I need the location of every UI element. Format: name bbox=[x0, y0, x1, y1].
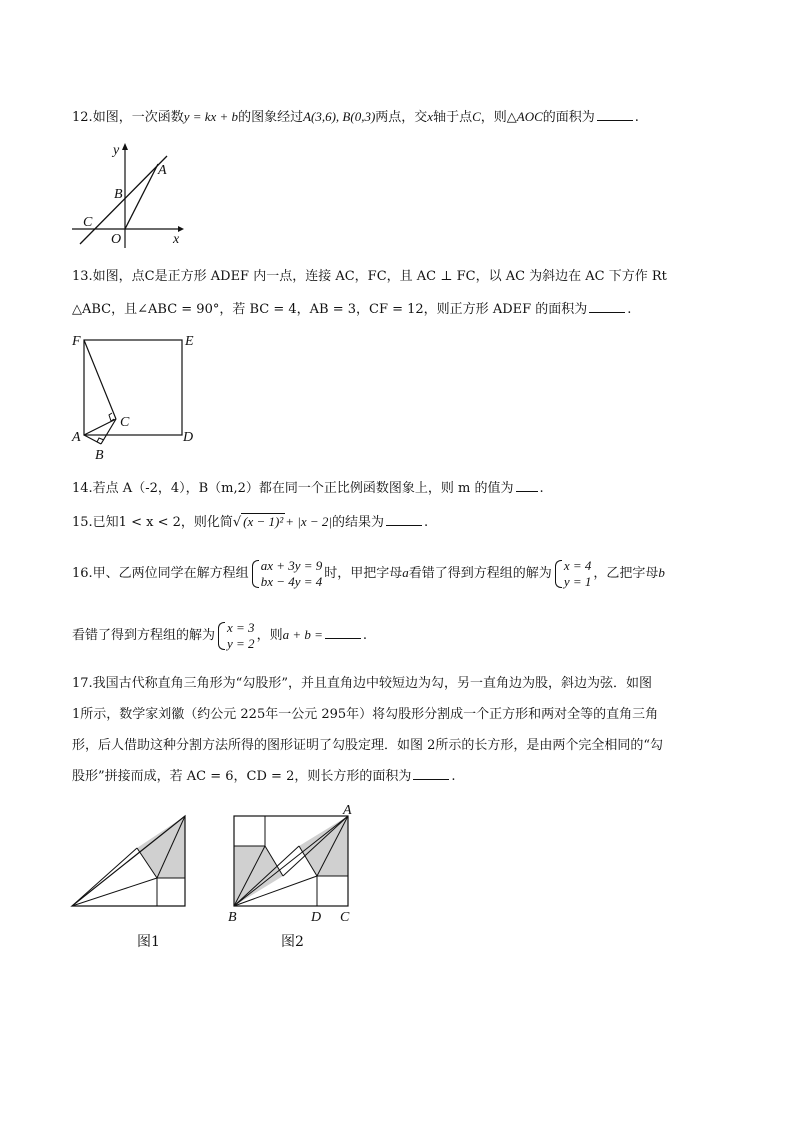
q16-end: . bbox=[362, 628, 368, 643]
q12-line bbox=[72, 108, 639, 127]
q13-label-a: A bbox=[72, 430, 81, 445]
fig2-label-a: A bbox=[343, 803, 352, 818]
q17-answer-blank bbox=[413, 767, 449, 780]
q17-end: . bbox=[451, 769, 456, 784]
q15-line bbox=[72, 513, 428, 532]
q16-solution-2 bbox=[217, 620, 255, 652]
q16-text-5: 看错了得到方程组的解为 bbox=[72, 628, 216, 643]
q16-system bbox=[251, 558, 323, 590]
q12-text-6: 的面积为 bbox=[542, 110, 595, 125]
fig1-line-b-corner bbox=[72, 878, 157, 906]
q14-text: 14.若点 A（-2，4），B（m,2）都在同一个正比例函数图象上，则 m 的值为 bbox=[72, 481, 514, 496]
q13-label-e: E bbox=[185, 334, 194, 349]
q15-radicand: (x − 1)² bbox=[243, 514, 284, 529]
q17-line-4 bbox=[72, 767, 455, 786]
q16-sol2-x: x = 3 bbox=[227, 619, 255, 635]
q17-figure-2 bbox=[224, 802, 364, 926]
q12-label-o: O bbox=[111, 232, 122, 247]
q15-text-1: 15.已知1 < x < 2，则化简 bbox=[72, 515, 233, 530]
fig1-line-b-side bbox=[72, 848, 137, 906]
q12-y-arrow bbox=[122, 143, 128, 150]
fig2-label-c: C bbox=[340, 910, 350, 925]
q16-text-3: 看错了得到方程组的解为 bbox=[408, 566, 552, 581]
q16-letter-a: a bbox=[402, 565, 409, 580]
q12-xaxis: x bbox=[427, 109, 434, 124]
q16-text-6: ，则 bbox=[256, 628, 283, 643]
q13-end: . bbox=[627, 302, 632, 317]
q12-text-2: 的图象经过 bbox=[238, 110, 304, 125]
q16-sol2-y: y = 2 bbox=[227, 635, 255, 651]
q15-end: . bbox=[424, 515, 429, 530]
q15-text-2: 的结果为 bbox=[332, 515, 385, 530]
q13-figure bbox=[68, 328, 208, 466]
q13-line-1 bbox=[72, 268, 667, 286]
q17-text-3: 形，后人借助这种分割方法所得的图形证明了勾股定理．如图 2所示的长方形，是由两个完全相同的“勾 bbox=[72, 738, 664, 753]
q13-right-angle-c bbox=[109, 413, 114, 421]
q13-label-d: D bbox=[183, 430, 194, 445]
q16-eq-2: bx − 4y = 4 bbox=[260, 573, 323, 589]
q12-equation: y = kx + b bbox=[183, 109, 239, 124]
q13-segment-fc bbox=[84, 340, 116, 419]
q17-line-1 bbox=[72, 675, 652, 693]
q12-end: . bbox=[634, 110, 639, 125]
q12-answer-blank bbox=[597, 108, 633, 121]
q17-text-1: 17.我国古代称直角三角形为“勾股形”，并且直角边中较短边为勾，另一直角边为股，斜边为弦．如图 bbox=[72, 676, 652, 691]
q17-line-2 bbox=[72, 706, 658, 724]
q12-text-4: 轴于点 bbox=[433, 110, 473, 125]
q14-line bbox=[72, 479, 544, 498]
q13-text-1: 13.如图，点C是正方形 ADEF 内一点，连接 AC，FC，且 AC ⊥ FC，以 AC 为斜边在 AC 下方作 Rt bbox=[72, 269, 667, 284]
q13-label-c: C bbox=[120, 415, 130, 430]
q16-text-2: 时，甲把字母 bbox=[324, 566, 403, 581]
q17-figure-1-caption: 图1 bbox=[137, 934, 160, 950]
q14-end: . bbox=[539, 481, 544, 496]
q12-point-c: C bbox=[472, 109, 481, 124]
q15-abs: + |x − 2| bbox=[285, 514, 332, 529]
q15-answer-blank bbox=[386, 513, 422, 526]
q16-text-4: ，乙把字母 bbox=[593, 566, 659, 581]
q12-figure bbox=[66, 140, 196, 258]
q16-sol1-y: y = 1 bbox=[563, 573, 592, 589]
q12-number: 12. bbox=[72, 110, 93, 125]
q13-square-adef bbox=[84, 340, 182, 435]
q16-text-1: 16.甲、乙两位同学在解方程组 bbox=[72, 566, 249, 581]
q13-line-2 bbox=[72, 300, 631, 319]
q17-text-2: 1所示，数学家刘徽（约公元 225年一公元 295年）将勾股形分割成一个正方形和两对全等的直角三角 bbox=[72, 707, 659, 722]
fig2-label-b: B bbox=[228, 910, 237, 925]
q12-label-x: x bbox=[173, 232, 180, 247]
q17-text-4: 股形”拼接而成，若 AC = 6，CD = 2，则长方形的面积为 bbox=[72, 769, 412, 784]
q12-line-oa bbox=[125, 164, 158, 229]
q17-figure-1 bbox=[66, 812, 194, 912]
q17-line-3 bbox=[72, 737, 663, 755]
q13-answer-blank bbox=[589, 300, 625, 313]
q16-eq-1: ax + 3y = 9 bbox=[260, 557, 323, 573]
q17-figure-2-caption: 图2 bbox=[281, 934, 304, 950]
q16-line-1 bbox=[72, 556, 665, 591]
q12-text-5: ，则△ bbox=[480, 110, 517, 125]
q16-sol1-x: x = 4 bbox=[563, 557, 592, 573]
q12-points: A(3,6), B(0,3) bbox=[303, 109, 376, 124]
q15-sqrt-sign: √ bbox=[232, 515, 242, 530]
q16-answer-blank bbox=[325, 626, 361, 639]
q12-label-b: B bbox=[114, 187, 123, 202]
q12-label-a: A bbox=[158, 163, 167, 178]
q16-line-2 bbox=[72, 618, 367, 653]
q14-answer-blank bbox=[516, 479, 538, 492]
q16-letter-b: b bbox=[658, 565, 665, 580]
q12-text-3: 两点，交 bbox=[375, 110, 428, 125]
q13-label-f: F bbox=[72, 334, 81, 349]
q12-triangle-aoc: AOC bbox=[516, 109, 543, 124]
q12-label-c: C bbox=[83, 215, 93, 230]
q12-label-y: y bbox=[113, 143, 120, 158]
q12-line-ab bbox=[80, 156, 167, 244]
q16-a-plus-b: a + b = bbox=[282, 627, 323, 642]
q13-text-2: △ABC，且∠ABC = 90°，若 BC = 4，AB = 3，CF = 12，则正方形 ADEF 的面积为 bbox=[72, 302, 588, 317]
q12-text-1: 如图，一次函数 bbox=[92, 110, 184, 125]
q13-label-b: B bbox=[95, 448, 104, 463]
fig2-label-d: D bbox=[311, 910, 322, 925]
q16-solution-1 bbox=[554, 558, 592, 590]
